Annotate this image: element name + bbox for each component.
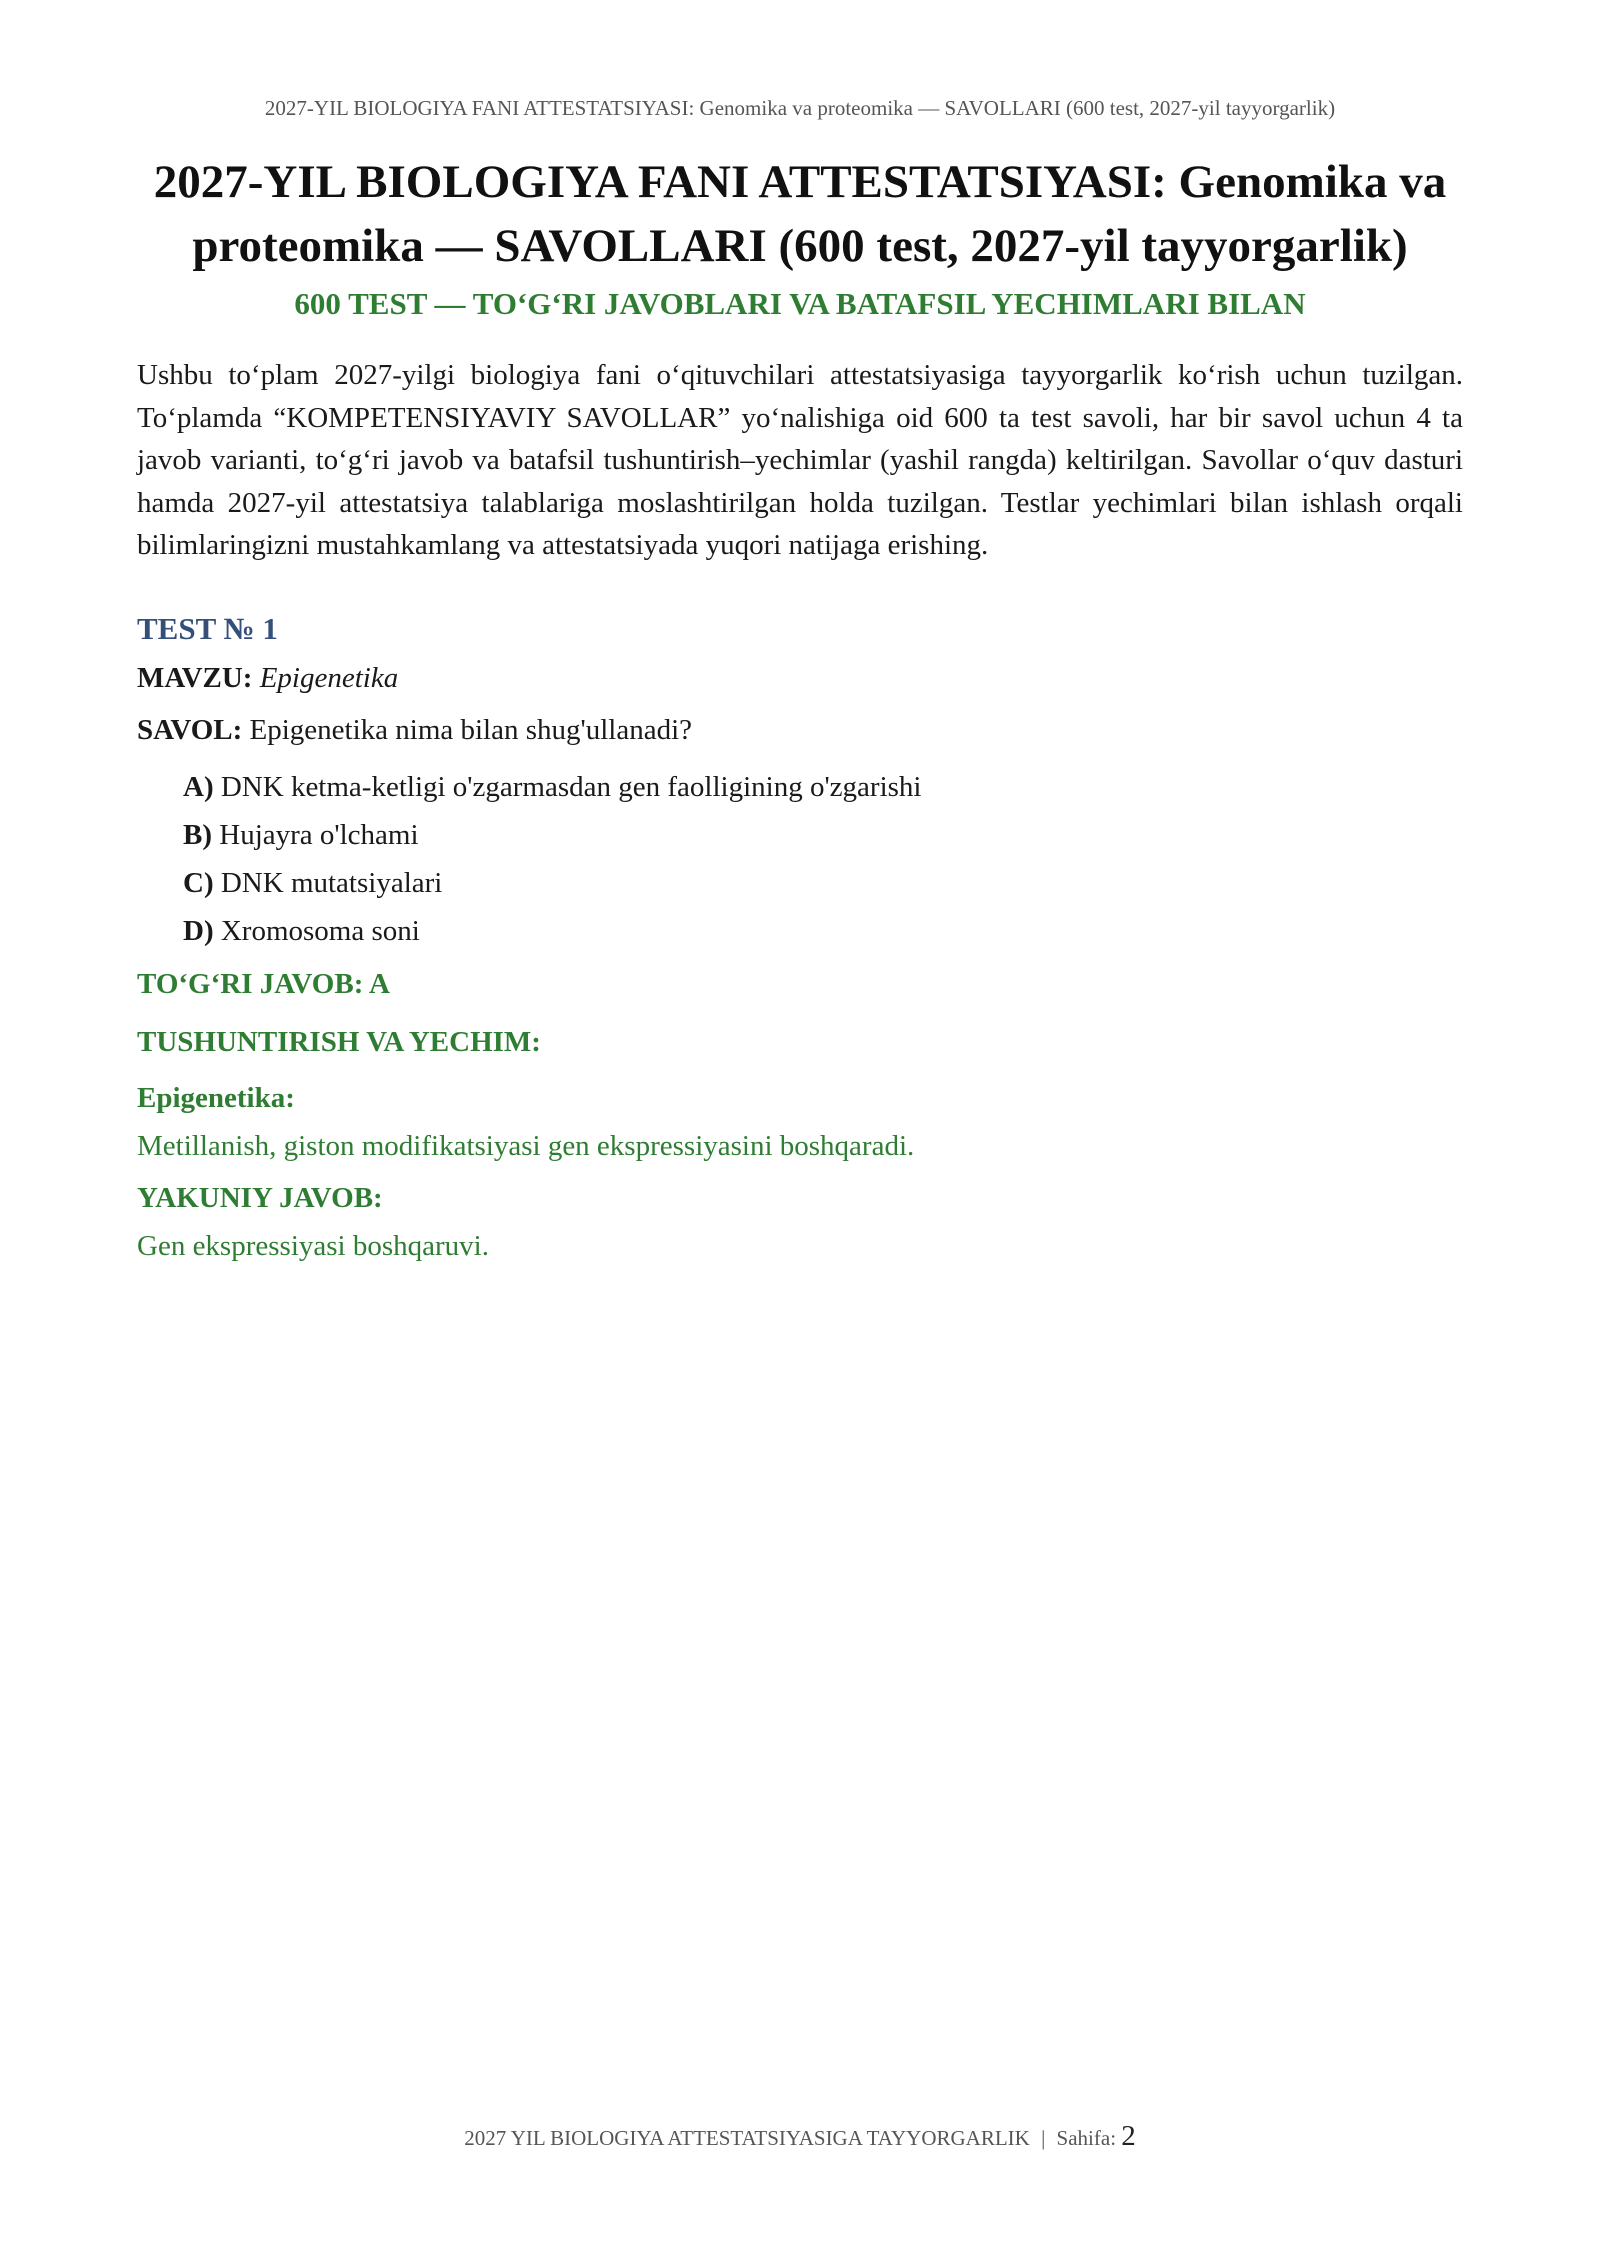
- answer-options: [183, 763, 1463, 955]
- option-d: [183, 907, 1463, 955]
- page-label: Sahifa:: [1056, 2126, 1117, 2150]
- option-letter: B): [183, 818, 212, 851]
- final-answer-text: Gen ekspressiyasi boshqaruvi.: [137, 1229, 489, 1262]
- page-footer: [0, 2120, 1600, 2153]
- final-answer-heading: YAKUNIY JAVOB:: [137, 1181, 383, 1214]
- correct-answer: TO‘G‘RI JAVOB: A: [137, 967, 390, 1000]
- option-text: Hujayra o'lchami: [219, 818, 419, 851]
- test-heading: TEST № 1: [137, 610, 278, 646]
- page-number: 2: [1121, 2120, 1136, 2152]
- option-text: DNK ketma-ketligi o'zgarmasdan gen faolligining o'zgarishi: [220, 770, 922, 803]
- document-subtitle: 600 TEST — TO‘G‘RI JAVOBLARI VA BATAFSIL YECHIMLARI BILAN: [294, 286, 1306, 321]
- option-letter: C): [183, 866, 214, 899]
- page-content: [137, 150, 1463, 1267]
- running-header: 2027-YIL BIOLOGIYA FANI ATTESTATSIYASI: Genomika va proteomika — SAVOLLARI (600 test, 2027-yil tayyorgarlik): [264, 96, 1336, 120]
- option-b: [183, 811, 1463, 859]
- explanation-heading: TUSHUNTIRISH VA YECHIM:: [137, 1025, 541, 1058]
- question-text: Epigenetika nima bilan shug'ullanadi?: [249, 713, 693, 746]
- intro-paragraph: Ushbu to‘plam 2027-yilgi biologiya fani o‘qituvchilari attestatsiyasiga tayyorgarlik ko‘rish uchun tuzilgan. To‘plamda “KOMPETENSIYAVIY SAVOLLAR” yo‘nalishiga oid 600 ta test savoli, har bir savol uchun 4 ta javob varianti, to‘g‘ri javob va batafsil tushuntirish–yechimlar (yashil rangda) keltirilgan. Savollar o‘quv dasturi hamda 2027-yil attestatsiya talablariga moslashtirilgan holda tuzilgan. Testlar yechimlari bilan ishlash orqali bilimlaringizni mustahkamlang va attestatsiyada yuqori natijaga erishing.: [137, 359, 1463, 561]
- option-a: [183, 763, 1463, 811]
- explanation-subheading: Epigenetika:: [137, 1081, 295, 1114]
- footer-separator: |: [1041, 2126, 1046, 2150]
- explanation-text: Metillanish, giston modifikatsiyasi gen ekspressiyasini boshqaradi.: [137, 1129, 915, 1162]
- question-label: SAVOL:: [137, 713, 243, 746]
- option-c: [183, 859, 1463, 907]
- footer-label: 2027 YIL BIOLOGIYA ATTESTATSIYASIGA TAYYORGARLIK: [464, 2126, 1030, 2150]
- option-text: DNK mutatsiyalari: [220, 866, 443, 899]
- document-title: 2027-YIL BIOLOGIYA FANI ATTESTATSIYASI: Genomika va proteomika — SAVOLLARI (600 test, 2027-yil tayyorgarlik): [153, 156, 1447, 272]
- option-letter: A): [183, 770, 214, 803]
- question-line: [137, 709, 1463, 751]
- option-text: Xromosoma soni: [220, 914, 420, 947]
- topic-label: MAVZU:: [137, 661, 253, 694]
- option-letter: D): [183, 914, 214, 947]
- topic-line: [137, 657, 1463, 699]
- topic-value: Epigenetika: [259, 661, 399, 694]
